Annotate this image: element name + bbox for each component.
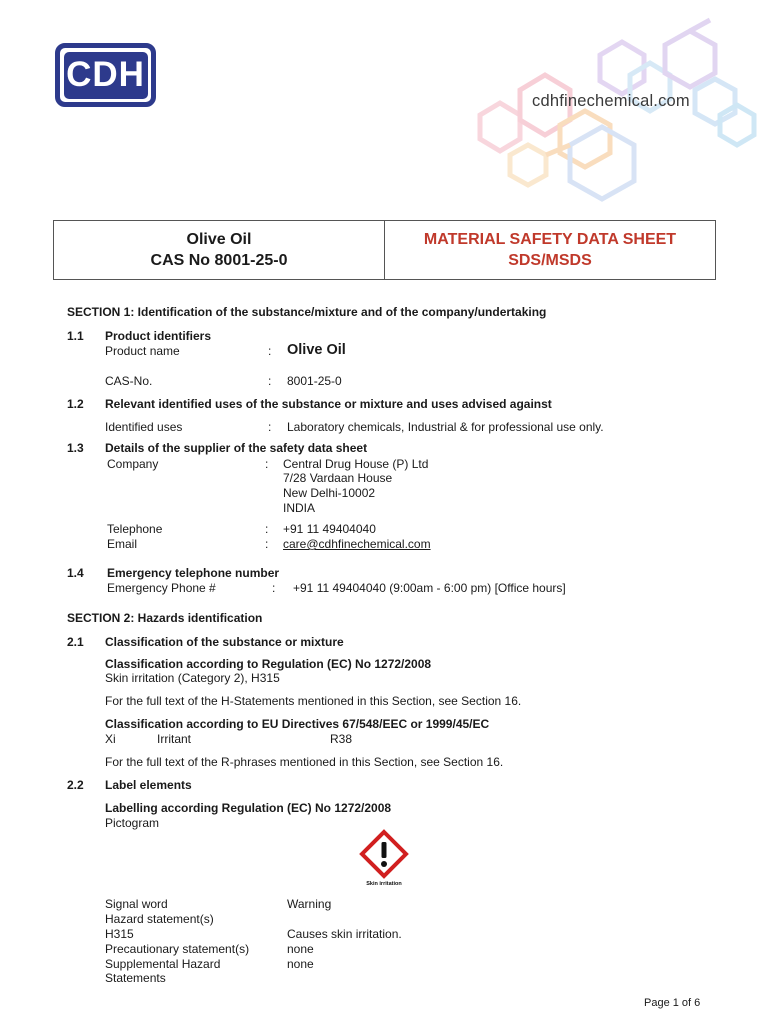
email-label: Email	[107, 537, 138, 551]
telephone-sep: :	[265, 522, 269, 536]
s13-number: 1.3	[67, 441, 84, 455]
signal-word-value: Warning	[287, 897, 332, 911]
h-value: Causes skin irritation.	[287, 927, 402, 941]
title-left-cell	[54, 221, 385, 279]
reg-classification-heading: Classification according to Regulation (EC) No 1272/2008	[105, 657, 432, 671]
hazard-statements-label: Hazard statement(s)	[105, 912, 214, 926]
s22-number: 2.2	[67, 778, 84, 792]
product-name-sep: :	[268, 344, 272, 358]
supplemental-value: none	[287, 957, 314, 971]
s13-title: Details of the supplier of the safety data sheet	[105, 441, 368, 455]
eu-code: Xi	[105, 732, 116, 746]
labelling-heading: Labelling according Regulation (EC) No 1272/2008	[105, 801, 392, 815]
r-phrase-note: For the full text of the R-phrases mentioned in this Section, see Section 16.	[105, 755, 504, 769]
s12-title: Relevant identified uses of the substance or mixture and uses advised against	[105, 397, 552, 411]
emergency-phone-sep: :	[272, 581, 276, 595]
s11-title: Product identifiers	[105, 329, 212, 343]
email-link[interactable]: care@cdhfinechemical.com	[283, 537, 431, 551]
email-sep: :	[265, 537, 269, 551]
s14-title: Emergency telephone number	[107, 566, 280, 580]
reg-classification-value: Skin irritation (Category 2), H315	[105, 671, 280, 685]
eu-classification-heading: Classification according to EU Directives 67/548/EEC or 1999/45/EC	[105, 717, 490, 731]
pictogram-label: Pictogram	[105, 816, 160, 830]
s11-number: 1.1	[67, 329, 84, 343]
s22-title: Label elements	[105, 778, 192, 792]
title-right-cell	[385, 221, 715, 279]
page-number: Page 1 of 6	[644, 997, 701, 1009]
emergency-phone-value: +91 11 49404040 (9:00am - 6:00 pm) [Office hours]	[293, 581, 566, 595]
section1-heading: SECTION 1: Identification of the substance/mixture and of the company/undertaking	[67, 305, 547, 319]
signal-word-label: Signal word	[105, 897, 168, 911]
identified-uses-label: Identified uses	[105, 420, 183, 434]
s21-number: 2.1	[67, 635, 84, 649]
sheet-title: MATERIAL SAFETY DATA SHEET	[423, 231, 677, 248]
identified-uses-value: Laboratory chemicals, Industrial & for professional use only.	[287, 420, 604, 434]
molecule-graphic	[450, 15, 760, 220]
company-sep: :	[265, 457, 269, 471]
precautionary-value: none	[287, 942, 314, 956]
identified-uses-sep: :	[268, 420, 272, 434]
company-line: Central Drug House (P) Ltd	[283, 457, 429, 471]
product-title: Olive Oil	[186, 231, 252, 248]
product-name-value: Olive Oil	[287, 342, 346, 358]
pictogram-caption: Skin irritation	[366, 881, 402, 887]
cas-title: CAS No 8001-25-0	[150, 252, 288, 269]
s14-number: 1.4	[67, 566, 84, 580]
exclamation-hazard-icon	[359, 829, 409, 887]
company-label: Company	[107, 457, 159, 471]
telephone-label: Telephone	[107, 522, 163, 536]
sheet-subtitle: SDS/MSDS	[508, 252, 592, 269]
eu-name: Irritant	[157, 732, 192, 746]
s21-title: Classification of the substance or mixture	[105, 635, 344, 649]
telephone-value: +91 11 49404040	[283, 522, 376, 536]
cas-label: CAS-No.	[105, 374, 153, 388]
website-url[interactable]: cdhfinechemical.com	[532, 92, 690, 110]
company-line: 7/28 Vardaan House	[283, 471, 393, 485]
h-statement-note: For the full text of the H-Statements mentioned in this Section, see Section 16.	[105, 694, 522, 708]
section2-heading: SECTION 2: Hazards identification	[67, 611, 263, 625]
emergency-phone-label: Emergency Phone #	[107, 581, 216, 595]
title-box	[53, 220, 716, 280]
logo-text: CDH	[64, 52, 148, 99]
supplemental-label: Supplemental Hazard	[105, 957, 221, 971]
eu-phrase: R38	[330, 732, 353, 746]
cas-value: 8001-25-0	[287, 374, 342, 388]
cdh-logo	[55, 43, 156, 107]
company-line: New Delhi-10002	[283, 486, 376, 500]
product-name-label: Product name	[105, 344, 180, 358]
h-code: H315	[105, 927, 134, 941]
s12-number: 1.2	[67, 397, 84, 411]
supplemental-label-2: Statements	[105, 971, 166, 985]
precautionary-label: Precautionary statement(s)	[105, 942, 250, 956]
company-line: INDIA	[283, 501, 316, 515]
cas-sep: :	[268, 374, 272, 388]
